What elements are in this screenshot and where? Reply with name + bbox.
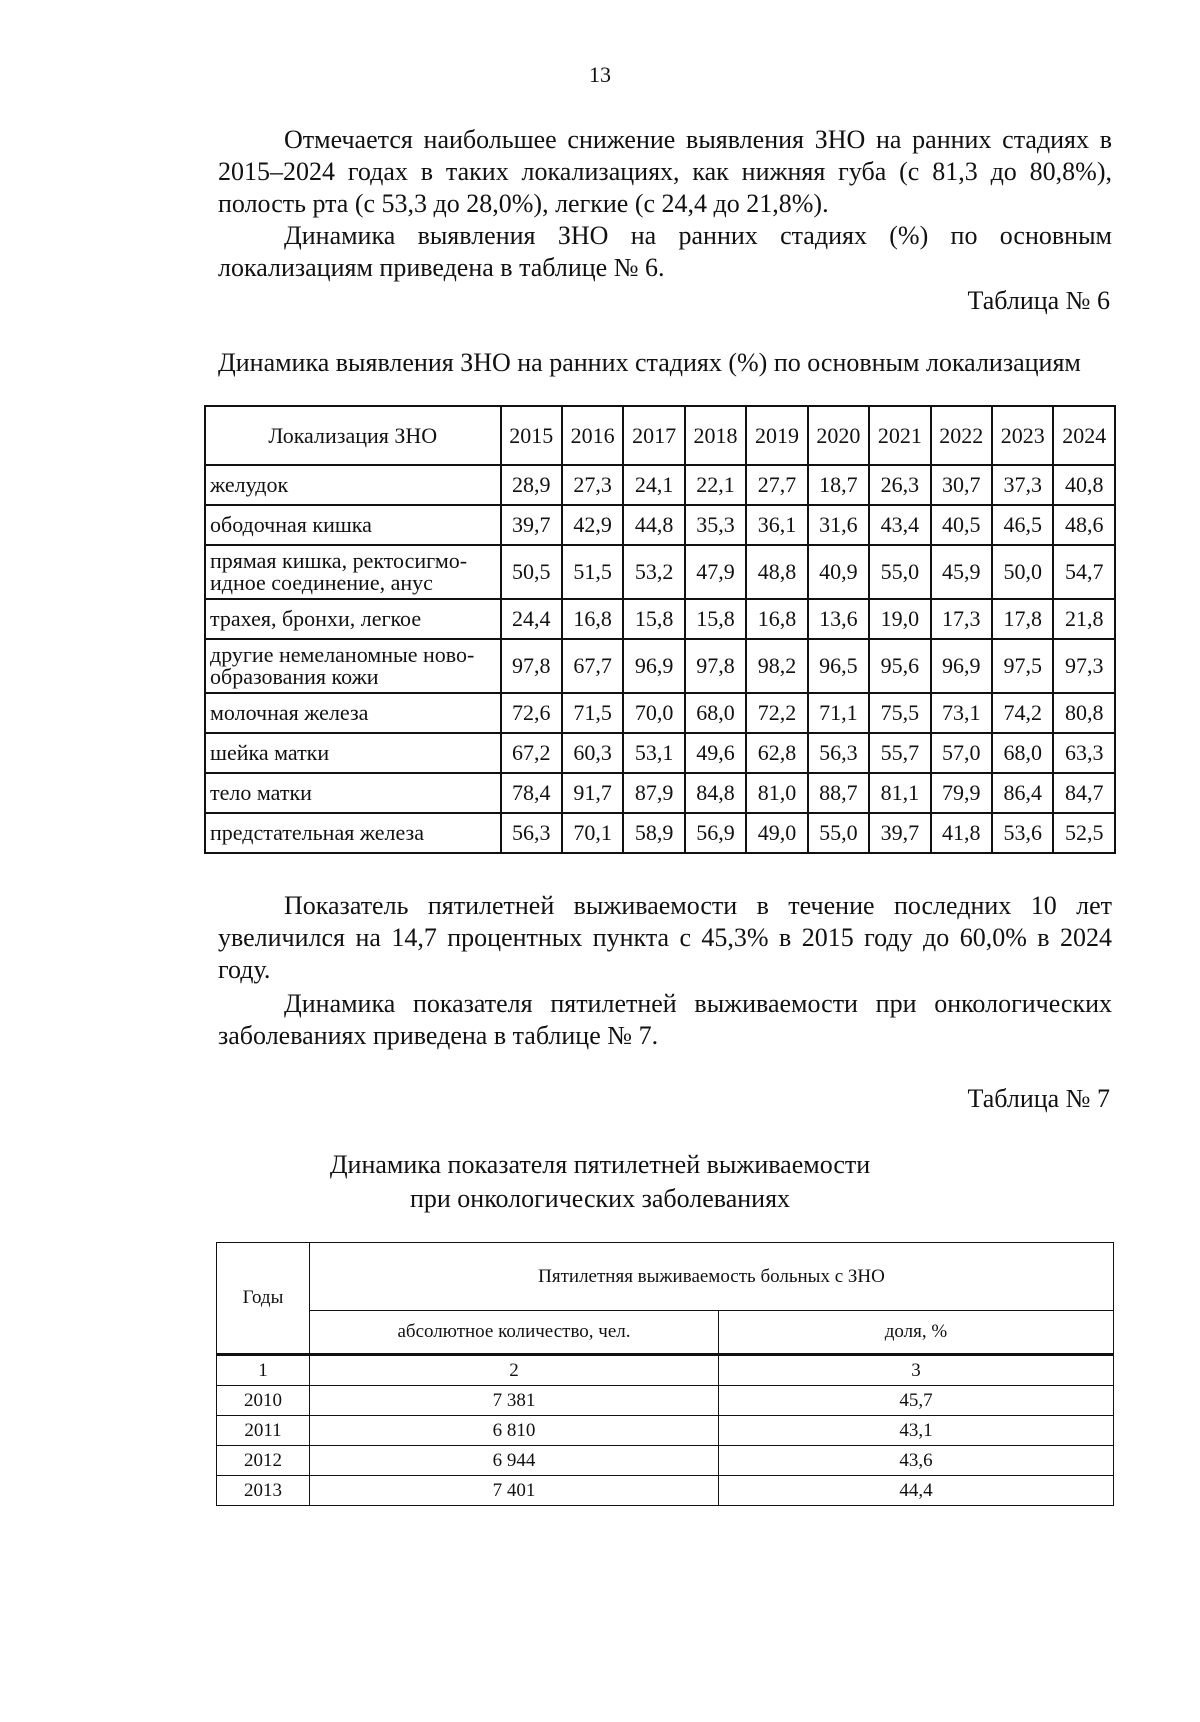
table6-value-cell: 51,5	[562, 545, 623, 599]
table6-value-cell: 84,7	[1053, 773, 1115, 813]
table6-value-cell: 71,1	[808, 693, 869, 733]
table6-value-cell: 97,3	[1053, 639, 1115, 693]
paragraph-survival-increase	[218, 890, 1112, 986]
table6-value-cell: 19,0	[869, 599, 930, 639]
table6-value-cell: 81,0	[746, 773, 807, 813]
table6-value-cell: 48,8	[746, 545, 807, 599]
table6-localization-cell: предстательная железа	[205, 813, 501, 853]
table6-row	[205, 773, 1115, 813]
table6-localization-cell: прямая кишка, ректосигмо-идное соединение, анус	[205, 545, 501, 599]
table6-value-cell: 50,5	[501, 545, 562, 599]
table7-abs-cell: 6 810	[310, 1416, 719, 1446]
table7-numbering-cell: 2	[310, 1355, 719, 1386]
table6-localization-cell: молочная железа	[205, 693, 501, 733]
table7-numbering-cell: 3	[719, 1355, 1114, 1386]
table7-col-abs: абсолютное количество, чел.	[310, 1311, 719, 1355]
table6-value-cell: 42,9	[562, 505, 623, 545]
table6-value-cell: 36,1	[746, 505, 807, 545]
table7-year-cell: 2011	[217, 1416, 310, 1446]
table6-value-cell: 55,0	[869, 545, 930, 599]
table6-value-cell: 78,4	[501, 773, 562, 813]
table6-value-cell: 53,6	[992, 813, 1053, 853]
table6-value-cell: 39,7	[869, 813, 930, 853]
table6-value-cell: 91,7	[562, 773, 623, 813]
table7-caption-line2: при онкологических заболеваниях	[409, 1184, 791, 1213]
table6-header-cell: 2017	[623, 406, 684, 465]
table6-value-cell: 56,9	[685, 813, 746, 853]
table6-value-cell: 96,9	[931, 639, 992, 693]
table6-value-cell: 31,6	[808, 505, 869, 545]
table6-value-cell: 18,7	[808, 465, 869, 505]
table6-value-cell: 27,3	[562, 465, 623, 505]
table7-abs-cell: 7 401	[310, 1476, 719, 1506]
table6-header-cell: 2023	[992, 406, 1053, 465]
table6-value-cell: 97,5	[992, 639, 1053, 693]
table6-value-cell: 75,5	[869, 693, 930, 733]
table7-share-cell: 43,6	[719, 1446, 1114, 1476]
table6-row	[205, 639, 1115, 693]
table6-value-cell: 48,6	[1053, 505, 1115, 545]
table6-value-cell: 54,7	[1053, 545, 1115, 599]
table6-header-cell: 2015	[501, 406, 562, 465]
table7-year-cell: 2010	[217, 1386, 310, 1416]
table6-row	[205, 465, 1115, 505]
table6-value-cell: 22,1	[685, 465, 746, 505]
table6-value-cell: 74,2	[992, 693, 1053, 733]
table6-value-cell: 57,0	[931, 733, 992, 773]
table-7	[216, 1242, 1114, 1506]
table6-value-cell: 30,7	[931, 465, 992, 505]
table7-row	[217, 1416, 1114, 1446]
table7-caption-line1: Динамика показателя пятилетней выживаемости	[329, 1150, 871, 1179]
table7-row	[217, 1386, 1114, 1416]
table6-value-cell: 67,7	[562, 639, 623, 693]
table6-value-cell: 40,5	[931, 505, 992, 545]
table6-value-cell: 40,8	[1053, 465, 1115, 505]
table7-col-group: Пятилетняя выживаемость больных с ЗНО	[310, 1243, 1114, 1311]
table6-localization-cell: трахея, бронхи, легкое	[205, 599, 501, 639]
table6-value-cell: 37,3	[992, 465, 1053, 505]
table6-value-cell: 40,9	[808, 545, 869, 599]
table7-col-share: доля, %	[719, 1311, 1114, 1355]
table6-value-cell: 26,3	[869, 465, 930, 505]
table6-header-cell: 2020	[808, 406, 869, 465]
table6-value-cell: 24,1	[623, 465, 684, 505]
table6-value-cell: 15,8	[685, 599, 746, 639]
table6-header-row	[205, 406, 1115, 465]
page-number: 13	[589, 62, 611, 87]
paragraph-1-text: Отмечается наибольшее снижение выявления ЗНО на ранних стадиях в 2015–2024 годах в таких локализациях, как нижняя губа (с 81,3 до 80,8%), полость рта (с 53,3 до 28,0%), легкие (с 24,4 до 21,8%).	[218, 125, 1112, 218]
table6-row	[205, 545, 1115, 599]
table6-value-cell: 80,8	[1053, 693, 1115, 733]
paragraph-lowest-decrease	[218, 124, 1112, 220]
table6-value-cell: 46,5	[992, 505, 1053, 545]
table6-localization-cell: ободочная кишка	[205, 505, 501, 545]
table6-value-cell: 72,2	[746, 693, 807, 733]
table6-value-cell: 44,8	[623, 505, 684, 545]
table6-value-cell: 72,6	[501, 693, 562, 733]
table6-header-cell: Локализация ЗНО	[205, 406, 501, 465]
table6-value-cell: 70,1	[562, 813, 623, 853]
table6-value-cell: 56,3	[808, 733, 869, 773]
table6-value-cell: 67,2	[501, 733, 562, 773]
table6-value-cell: 68,0	[992, 733, 1053, 773]
table6-value-cell: 86,4	[992, 773, 1053, 813]
table6-value-cell: 52,5	[1053, 813, 1115, 853]
table6-value-cell: 55,0	[808, 813, 869, 853]
table6-value-cell: 16,8	[562, 599, 623, 639]
table6-value-cell: 16,8	[746, 599, 807, 639]
table6-localization-cell: тело матки	[205, 773, 501, 813]
paragraph-table6-intro	[218, 220, 1112, 284]
table6-value-cell: 49,0	[746, 813, 807, 853]
table6-value-cell: 15,8	[623, 599, 684, 639]
table6-value-cell: 97,8	[501, 639, 562, 693]
table6-value-cell: 62,8	[746, 733, 807, 773]
table6-localization-cell: желудок	[205, 465, 501, 505]
table6-header-cell: 2022	[931, 406, 992, 465]
table7-abs-cell: 6 944	[310, 1446, 719, 1476]
table7-share-cell: 43,1	[719, 1416, 1114, 1446]
table6-value-cell: 41,8	[931, 813, 992, 853]
table6-value-cell: 24,4	[501, 599, 562, 639]
table6-localization-cell: шейка матки	[205, 733, 501, 773]
table6-value-cell: 60,3	[562, 733, 623, 773]
table6-value-cell: 88,7	[808, 773, 869, 813]
table6-value-cell: 79,9	[931, 773, 992, 813]
table6-value-cell: 53,2	[623, 545, 684, 599]
table6-header-cell: 2016	[562, 406, 623, 465]
paragraph-4-text: Динамика показателя пятилетней выживаемости при онкологических заболеваниях приведена в таблице № 7.	[218, 989, 1112, 1050]
table6-label: Таблица № 6	[967, 286, 1110, 315]
table6-header-cell: 2024	[1053, 406, 1115, 465]
table6-row	[205, 505, 1115, 545]
table6-header-cell: 2019	[746, 406, 807, 465]
table6-row	[205, 599, 1115, 639]
table6-value-cell: 39,7	[501, 505, 562, 545]
table7-share-cell: 45,7	[719, 1386, 1114, 1416]
table6-value-cell: 17,3	[931, 599, 992, 639]
table7-year-cell: 2013	[217, 1476, 310, 1506]
paragraph-table7-intro	[218, 988, 1112, 1052]
table6-value-cell: 71,5	[562, 693, 623, 733]
table6-value-cell: 13,6	[808, 599, 869, 639]
table6-value-cell: 97,8	[685, 639, 746, 693]
table6-row	[205, 693, 1115, 733]
table6-value-cell: 47,9	[685, 545, 746, 599]
table7-label: Таблица № 7	[967, 1084, 1110, 1113]
table6-value-cell: 96,9	[623, 639, 684, 693]
table6-value-cell: 45,9	[931, 545, 992, 599]
table6-value-cell: 50,0	[992, 545, 1053, 599]
table6-value-cell: 17,8	[992, 599, 1053, 639]
table7-numbering-row	[217, 1355, 1114, 1386]
table7-abs-cell: 7 381	[310, 1386, 719, 1416]
table6-value-cell: 70,0	[623, 693, 684, 733]
table7-row	[217, 1476, 1114, 1506]
table6-header-cell: 2018	[685, 406, 746, 465]
table6-value-cell: 98,2	[746, 639, 807, 693]
table6-value-cell: 27,7	[746, 465, 807, 505]
table6-value-cell: 68,0	[685, 693, 746, 733]
table6-header-cell: 2021	[869, 406, 930, 465]
table-6	[204, 405, 1116, 854]
table6-value-cell: 58,9	[623, 813, 684, 853]
table6-value-cell: 84,8	[685, 773, 746, 813]
table6-value-cell: 43,4	[869, 505, 930, 545]
table7-col-years: Годы	[217, 1243, 310, 1355]
table6-value-cell: 55,7	[869, 733, 930, 773]
table7-share-cell: 44,4	[719, 1476, 1114, 1506]
table7-numbering-cell: 1	[217, 1355, 310, 1386]
table7-row	[217, 1446, 1114, 1476]
table6-value-cell: 96,5	[808, 639, 869, 693]
table7-year-cell: 2012	[217, 1446, 310, 1476]
table6-row	[205, 733, 1115, 773]
table6-value-cell: 49,6	[685, 733, 746, 773]
table6-value-cell: 28,9	[501, 465, 562, 505]
table6-row	[205, 813, 1115, 853]
table6-caption: Динамика выявления ЗНО на ранних стадиях (%) по основным локализациям	[218, 348, 1081, 377]
table6-localization-cell: другие немеланомные ново-образования кожи	[205, 639, 501, 693]
table6-value-cell: 35,3	[685, 505, 746, 545]
table6-value-cell: 87,9	[623, 773, 684, 813]
table6-value-cell: 63,3	[1053, 733, 1115, 773]
table6-value-cell: 95,6	[869, 639, 930, 693]
table6-value-cell: 56,3	[501, 813, 562, 853]
table6-value-cell: 73,1	[931, 693, 992, 733]
table6-value-cell: 81,1	[869, 773, 930, 813]
paragraph-2-text: Динамика выявления ЗНО на ранних стадиях (%) по основным локализациям приведена в таблице № 6.	[218, 221, 1112, 282]
paragraph-3-text: Показатель пятилетней выживаемости в течение последних 10 лет увеличился на 14,7 процентных пункта с 45,3% в 2015 году до 60,0% в 2024 году.	[218, 891, 1112, 984]
table6-value-cell: 53,1	[623, 733, 684, 773]
table6-value-cell: 21,8	[1053, 599, 1115, 639]
